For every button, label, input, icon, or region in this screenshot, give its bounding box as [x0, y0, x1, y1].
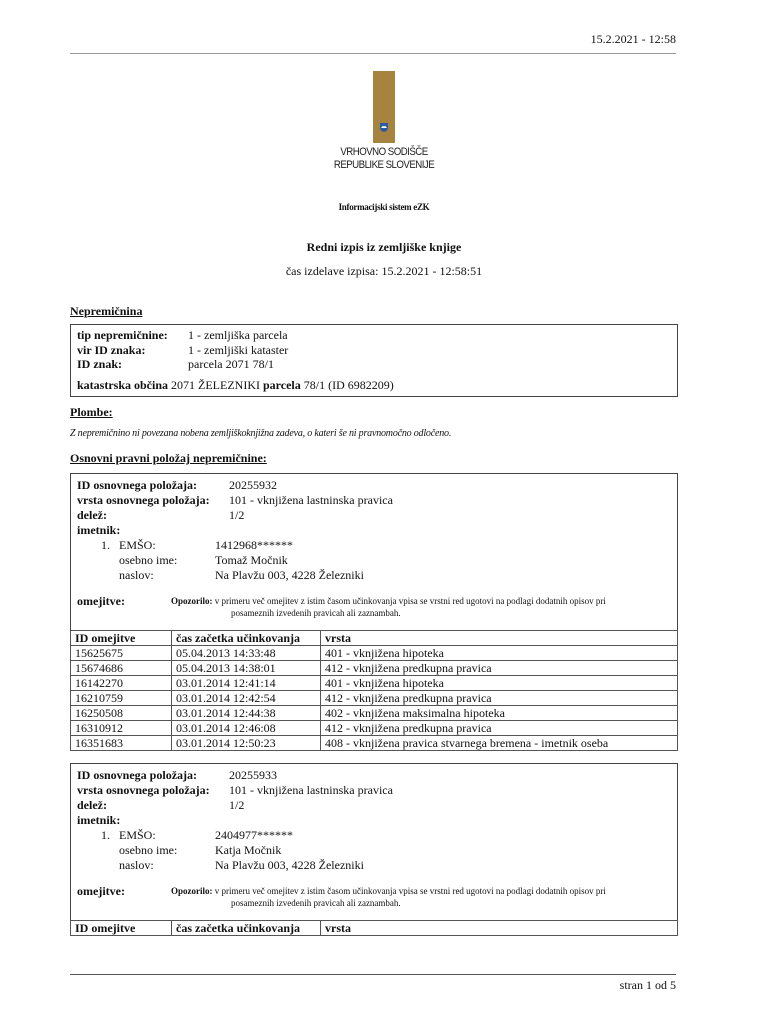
pos2-address-value: Na Plavžu 003, 4228 Železniki: [215, 858, 364, 872]
pos2-emso-value: 2404977******: [215, 828, 293, 842]
pos2-holder-number: 1.: [101, 828, 110, 842]
restriction-id-cell: 16351683: [71, 736, 172, 751]
restriction-id-cell: 16210759: [71, 691, 172, 706]
pos1-share-value: 1/2: [229, 508, 245, 522]
table-row: [71, 706, 678, 721]
pos2-name-value: Katja Močnik: [215, 843, 282, 857]
restriction-time-cell: 05.04.2013 14:38:01: [172, 661, 321, 676]
property-source-label: vir ID znaka:: [77, 343, 146, 357]
cadastre-line: [77, 378, 394, 393]
pos2-emso-label: EMŠO:: [119, 828, 156, 842]
property-type-value: 1 - zemljiška parcela: [188, 328, 288, 342]
parcel-label: parcela: [263, 378, 301, 392]
col-time-header: čas začetka učinkovanja: [172, 631, 321, 646]
property-type-label: tip nepremičnine:: [77, 328, 168, 342]
table-row: [71, 676, 678, 691]
pos1-name-value: Tomaž Močnik: [215, 553, 288, 567]
restriction-time-cell: 03.01.2014 12:46:08: [172, 721, 321, 736]
page-number: stran 1 od 5: [619, 978, 676, 992]
pos1-restrictions-table: [70, 630, 678, 751]
pos1-address-value: Na Plavžu 003, 4228 Železniki: [215, 568, 364, 582]
pos2-id-value: 20255933: [229, 768, 277, 782]
restriction-id-cell: 16142270: [71, 676, 172, 691]
footer-rule: [70, 974, 676, 975]
pos1-note-text: v primeru več omejitev z istim časom učinkovanja vpisa se vrstni red ugotovi na podlagi dodatnih opisov pri: [214, 596, 606, 606]
col-kind-header: vrsta: [321, 631, 678, 646]
col-id-header: ID omejitve: [71, 921, 172, 936]
pos2-note-label: Opozorilo:: [171, 886, 213, 896]
restriction-kind-cell: 412 - vknjižena predkupna pravica: [321, 721, 678, 736]
pos1-restrictions-label: omejitve:: [77, 594, 125, 608]
restriction-id-cell: 15625675: [71, 646, 172, 661]
restriction-time-cell: 03.01.2014 12:50:23: [172, 736, 321, 751]
pos1-note-line-2: posameznih izvedenih pravicah ali zaznambah.: [231, 608, 401, 618]
position-1-box: [70, 473, 678, 631]
pos1-share-label: delež:: [77, 508, 107, 522]
pos2-kind-value: 101 - vknjižena lastninska pravica: [229, 783, 393, 797]
restriction-kind-cell: 408 - vknjižena pravica stvarnega bremena - imetnik oseba: [321, 736, 678, 751]
basic-section-title: Osnovni pravni položaj nepremičnine:: [70, 451, 267, 465]
pos1-emso-value: 1412968******: [215, 538, 293, 552]
restriction-kind-cell: 412 - vknjižena predkupna pravica: [321, 691, 678, 706]
seals-text: Z nepremičnino ni povezana nobena zemljiškoknjižna zadeva, o kateri še ni pravnomočno odločeno.: [70, 428, 452, 439]
pos1-note-line-1: [171, 595, 606, 607]
pos2-note-line-2: posameznih izvedenih pravicah ali zaznambah.: [231, 898, 401, 908]
property-box: [70, 324, 678, 397]
pos1-id-value: 20255932: [229, 478, 277, 492]
restriction-id-cell: 16250508: [71, 706, 172, 721]
restriction-time-cell: 03.01.2014 12:42:54: [172, 691, 321, 706]
restriction-time-cell: 03.01.2014 12:41:14: [172, 676, 321, 691]
coat-of-arms-icon: [380, 121, 388, 130]
pos2-share-value: 1/2: [229, 798, 245, 812]
restriction-time-cell: 05.04.2013 14:33:48: [172, 646, 321, 661]
col-id-header: ID omejitve: [71, 631, 172, 646]
creation-time: čas izdelave izpisa: 15.2.2021 - 12:58:51: [285, 264, 483, 278]
pos1-name-label: osebno ime:: [119, 553, 178, 567]
logo-line-2: REPUBLIKE SLOVENIJE: [333, 159, 435, 171]
pos1-holder-number: 1.: [101, 538, 110, 552]
pos2-note-line-1: [171, 885, 606, 897]
pos1-note-label: Opozorilo:: [171, 596, 213, 606]
pos2-address-label: naslov:: [119, 858, 154, 872]
table-row: [71, 736, 678, 751]
pos1-kind-label: vrsta osnovnega položaja:: [77, 493, 210, 507]
pos1-kind-value: 101 - vknjižena lastninska pravica: [229, 493, 393, 507]
table-row: [71, 691, 678, 706]
table-header-row: [71, 921, 678, 936]
restriction-kind-cell: 401 - vknjižena hipoteka: [321, 676, 678, 691]
cadastre-label: katastrska občina: [77, 378, 169, 392]
pos2-kind-label: vrsta osnovnega položaja:: [77, 783, 210, 797]
header-rule: [70, 53, 676, 54]
property-id-label: ID znak:: [77, 357, 123, 371]
cadastre-value: 2071 ŽELEZNIKI: [171, 378, 260, 392]
seals-section-title: Plombe:: [70, 405, 113, 419]
col-time-header: čas začetka učinkovanja: [172, 921, 321, 936]
pos1-holder-label: imetnik:: [77, 523, 121, 537]
restriction-id-cell: 16310912: [71, 721, 172, 736]
pos1-address-label: naslov:: [119, 568, 154, 582]
property-source-value: 1 - zemljiški kataster: [188, 343, 289, 357]
pos1-emso-label: EMŠO:: [119, 538, 156, 552]
col-kind-header: vrsta: [321, 921, 678, 936]
table-row: [71, 646, 678, 661]
pos2-share-label: delež:: [77, 798, 107, 812]
court-logo-bar: [373, 71, 395, 143]
property-id-value: parcela 2071 78/1: [188, 357, 274, 371]
position-2-box: [70, 763, 678, 921]
property-section-title: Nepremičnina: [70, 304, 143, 318]
pos2-note-text: v primeru več omejitev z istim časom učinkovanja vpisa se vrstni red ugotovi na podlagi dodatnih opisov pri: [214, 886, 606, 896]
document-title: Redni izpis iz zemljiške knjige: [306, 240, 462, 254]
restriction-id-cell: 15674686: [71, 661, 172, 676]
table-row: [71, 721, 678, 736]
table-row: [71, 661, 678, 676]
table-header-row: [71, 631, 678, 646]
restriction-kind-cell: 412 - vknjižena predkupna pravica: [321, 661, 678, 676]
restriction-time-cell: 03.01.2014 12:44:38: [172, 706, 321, 721]
pos1-id-label: ID osnovnega položaja:: [77, 478, 198, 492]
parcel-value: 78/1 (ID 6982209): [303, 378, 394, 392]
restriction-kind-cell: 402 - vknjižena maksimalna hipoteka: [321, 706, 678, 721]
restriction-kind-cell: 401 - vknjižena hipoteka: [321, 646, 678, 661]
pos2-name-label: osebno ime:: [119, 843, 178, 857]
system-name: Informacijski sistem eZK: [338, 202, 430, 212]
pos2-restrictions-table: [70, 920, 678, 936]
pos2-id-label: ID osnovnega položaja:: [77, 768, 198, 782]
print-datetime: 15.2.2021 - 12:58: [590, 32, 676, 46]
pos2-holder-label: imetnik:: [77, 813, 121, 827]
logo-line-1: VRHOVNO SODIŠČE: [340, 146, 428, 158]
pos2-restrictions-label: omejitve:: [77, 884, 125, 898]
